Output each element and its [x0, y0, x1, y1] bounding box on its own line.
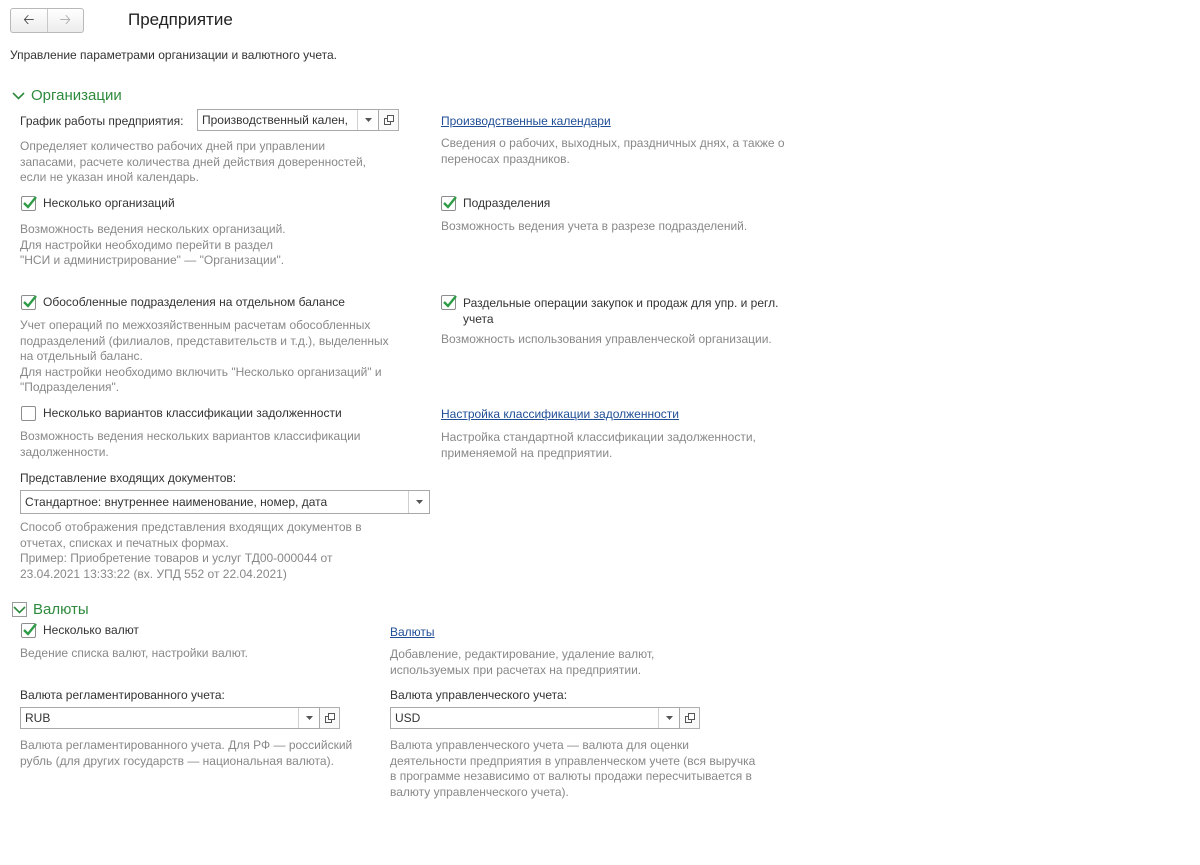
incoming-docs-label: Представление входящих документов: — [20, 471, 237, 485]
calendars-hint: Сведения о рабочих, выходных, праздничных днях, а также о переносах праздников. — [441, 136, 785, 166]
checkbox-checked-icon — [21, 295, 36, 310]
chevron-down-icon[interactable] — [658, 708, 679, 728]
checkbox-checked-icon — [21, 623, 36, 638]
back-button[interactable] — [11, 9, 47, 32]
divisions-checkbox[interactable]: Подразделения — [441, 196, 550, 211]
section-organizations-title: Организации — [31, 87, 122, 104]
multi-orgs-checkbox[interactable]: Несколько организаций — [21, 196, 175, 211]
separate-ops-checkbox[interactable]: Раздельные операции закупок и продаж для упр. и регл. учета — [441, 295, 778, 327]
checkbox-unchecked-icon — [21, 406, 36, 421]
schedule-value: Производственный кален, — [202, 113, 348, 127]
currencies-link[interactable]: Валюты — [390, 625, 435, 639]
debt-variants-hint: Возможность ведения нескольких вариантов классификации задолженности. — [20, 429, 361, 459]
divisions-hint: Возможность ведения учета в разрезе подразделений. — [441, 219, 748, 233]
open-icon[interactable] — [379, 109, 399, 131]
mgmt-currency-hint: Валюта управленческого учета — валюта для оценки деятельности предприятия в управленческом учете (вся выручка в программе независимо от валюты продажи пересчитывается в валюту управленческого учета). — [390, 738, 756, 799]
section-currencies-header[interactable] — [12, 601, 89, 618]
multi-currency-hint: Ведение списка валют, настройки валют. — [20, 646, 248, 660]
multi-currency-checkbox[interactable]: Несколько валют — [21, 623, 139, 638]
mgmt-currency-combo — [390, 707, 700, 729]
separate-divisions-hint: Учет операций по межхозяйственным расчетам обособленных подразделений (филиалов, представительств и т.д.), выделенных на отдельный баланс. Для настройки необходимо включить "Несколько организаций" и "Подразделения". — [20, 318, 389, 394]
arrow-left-icon: 🡠 — [23, 10, 35, 27]
section-organizations-header[interactable] — [12, 87, 122, 104]
debt-variants-checkbox[interactable]: Несколько вариантов классификации задолженности — [21, 406, 342, 421]
forward-button[interactable] — [47, 9, 84, 32]
reg-currency-value: RUB — [25, 711, 51, 725]
chevron-down-icon[interactable] — [408, 491, 429, 513]
multi-orgs-hint: Возможность ведения нескольких организаций. Для настройки необходимо перейти в раздел "НСИ и администрирование" — "Организации". — [20, 222, 286, 267]
reg-currency-hint: Валюта регламентированного учета. Для РФ — российский рубль (для других государств — национальная валюта). — [20, 738, 353, 768]
mgmt-currency-label: Валюта управленческого учета: — [390, 688, 568, 702]
navigation-buttons — [10, 8, 84, 33]
chevron-down-icon — [12, 602, 27, 617]
chevron-down-icon — [12, 89, 25, 102]
separate-ops-hint: Возможность использования управленческой организации. — [441, 332, 772, 346]
schedule-label: График работы предприятия: — [20, 114, 184, 128]
incoming-docs-select[interactable] — [20, 490, 430, 514]
debt-classification-hint: Настройка стандартной классификации задолженности, применяемой на предприятии. — [441, 430, 756, 460]
arrow-right-icon: 🡢 — [59, 10, 71, 27]
open-icon[interactable] — [320, 707, 340, 729]
mgmt-currency-select[interactable] — [390, 707, 680, 729]
currencies-link-hint: Добавление, редактирование, удаление валют, используемых при расчетах на предприятии. — [390, 647, 655, 677]
incoming-docs-value: Стандартное: внутреннее наименование, номер, дата — [25, 495, 328, 509]
debt-classification-link[interactable]: Настройка классификации задолженности — [441, 407, 679, 421]
checkbox-checked-icon — [441, 196, 456, 211]
section-currencies-title: Валюты — [33, 601, 89, 618]
mgmt-currency-value: USD — [395, 711, 421, 725]
reg-currency-select[interactable] — [20, 707, 320, 729]
schedule-hint: Определяет количество рабочих дней при управлении запасами, расчете количества дней действия доверенностей, если не указан иной календарь. — [20, 139, 366, 184]
chevron-down-icon[interactable] — [298, 708, 319, 728]
calendars-link[interactable]: Производственные календари — [441, 114, 611, 128]
incoming-docs-hint: Способ отображения представления входящих документов в отчетах, списках и печатных формах. Пример: Приобретение товаров и услуг ТД00-000044 от 23.04.2021 13:33:22 (вх. УПД 552 от 22.04.2021) — [20, 520, 362, 581]
chevron-down-icon[interactable] — [357, 110, 378, 130]
separate-divisions-checkbox[interactable]: Обособленные подразделения на отдельном балансе — [21, 295, 345, 310]
page-subtitle: Управление параметрами организации и валютного учета. — [10, 48, 337, 62]
page-title: Предприятие — [128, 10, 233, 29]
schedule-select[interactable] — [197, 109, 379, 131]
open-icon[interactable] — [680, 707, 700, 729]
reg-currency-combo — [20, 707, 340, 729]
checkbox-checked-icon — [21, 196, 36, 211]
schedule-combo — [197, 109, 399, 131]
reg-currency-label: Валюта регламентированного учета: — [20, 688, 225, 702]
checkbox-checked-icon — [441, 295, 456, 310]
